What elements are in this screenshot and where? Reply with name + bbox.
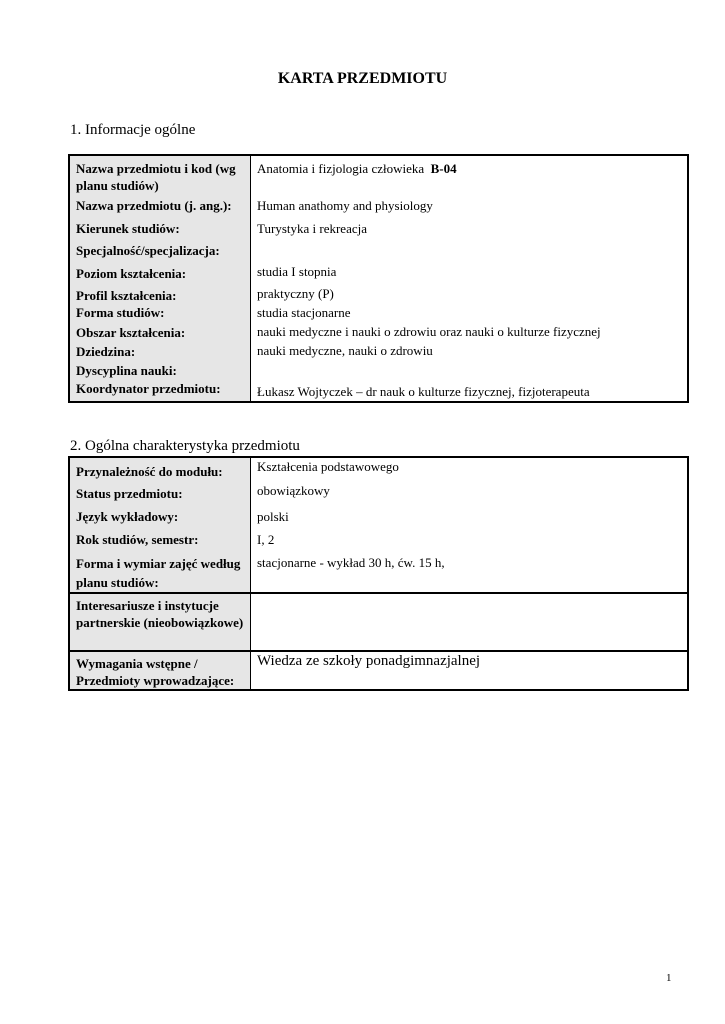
row-value-coordinator: Łukasz Wojtyczek – dr nauk o kulturze fizycznej, fizjoterapeuta [257, 384, 590, 399]
table-row [69, 240, 688, 262]
row-label-year-semester: Rok studiów, semestr: [69, 528, 251, 551]
row-value-education-profile: praktyczny (P) [257, 286, 334, 301]
table-row [69, 505, 688, 528]
table-row [69, 194, 688, 217]
table-row [69, 262, 688, 285]
general-info-table [68, 154, 689, 403]
row-value-english-name: Human anathomy and physiology [257, 198, 433, 213]
section-heading-general-info: 1. Informacje ogólne [70, 122, 196, 138]
row-label-subject-name-code: Nazwa przedmiotu i kod (wg planu studiów) [69, 155, 251, 194]
row-value-education-area: nauki medyczne i nauki o zdrowiu oraz nauki o kulturze fizycznej [257, 324, 601, 339]
row-label-english-name: Nazwa przedmiotu (j. ang.): [69, 194, 251, 217]
row-value-discipline [251, 361, 689, 380]
row-label-class-form: Forma i wymiar zajęć według planu studiów: [69, 551, 251, 593]
row-label-stakeholders: Interesariusze i instytucje partnerskie (nieobowiązkowe) [69, 593, 251, 651]
table-row [69, 380, 688, 402]
row-value-subject-name-code [251, 155, 689, 194]
row-label-prerequisites: Wymagania wstępne / Przedmioty wprowadzające: [69, 651, 251, 690]
table-row [69, 217, 688, 240]
row-value-education-level: studia I stopnia [257, 264, 337, 279]
row-label-subject-status: Status przedmiotu: [69, 482, 251, 505]
section-heading-characteristics: 2. Ogólna charakterystyka przedmiotu [70, 438, 300, 454]
table-row [69, 482, 688, 505]
row-label-module: Przynależność do modułu: [69, 457, 251, 482]
row-label-domain: Dziedzina: [69, 342, 251, 361]
row-label-language: Język wykładowy: [69, 505, 251, 528]
table-row [69, 342, 688, 361]
row-value-specialization [251, 240, 689, 262]
row-label-discipline: Dyscyplina nauki: [69, 361, 251, 380]
row-value-module: Kształcenia podstawowego [257, 459, 399, 474]
document-title: KARTA PRZEDMIOTU [277, 70, 448, 87]
table-row [69, 651, 688, 690]
row-value-language: polski [257, 509, 289, 524]
row-value-year-semester: I, 2 [257, 532, 275, 547]
row-label-coordinator: Koordynator przedmiotu: [69, 380, 251, 402]
row-value-class-form: stacjonarne - wykład 30 h, ćw. 15 h, [257, 555, 445, 570]
row-label-study-form: Forma studiów: [69, 304, 251, 323]
page-number: 1 [666, 972, 672, 984]
table-row [69, 304, 688, 323]
row-value-domain: nauki medyczne, nauki o zdrowiu [257, 343, 433, 358]
table-row [69, 323, 688, 342]
row-value-field-of-study: Turystyka i rekreacja [257, 221, 367, 236]
table-row [69, 457, 688, 482]
row-label-education-profile: Profil kształcenia: [69, 285, 251, 304]
row-label-specialization: Specjalność/specjalizacja: [69, 240, 251, 262]
row-label-education-level: Poziom kształcenia: [69, 262, 251, 285]
subject-code: B-04 [430, 161, 457, 176]
characteristics-table [68, 456, 689, 691]
row-value-study-form: studia stacjonarne [257, 305, 351, 320]
table-row [69, 285, 688, 304]
table-row [69, 361, 688, 380]
table-row [69, 593, 688, 651]
table-row [69, 528, 688, 551]
row-label-education-area: Obszar kształcenia: [69, 323, 251, 342]
row-value-subject-status: obowiązkowy [257, 483, 330, 498]
row-value-prerequisites: Wiedza ze szkoły ponadgimnazjalnej [251, 651, 689, 690]
table-row [69, 155, 688, 194]
table-row [69, 551, 688, 593]
row-value-stakeholders [251, 593, 689, 651]
row-label-field-of-study: Kierunek studiów: [69, 217, 251, 240]
subject-name: Anatomia i fizjologia człowieka [257, 161, 425, 176]
